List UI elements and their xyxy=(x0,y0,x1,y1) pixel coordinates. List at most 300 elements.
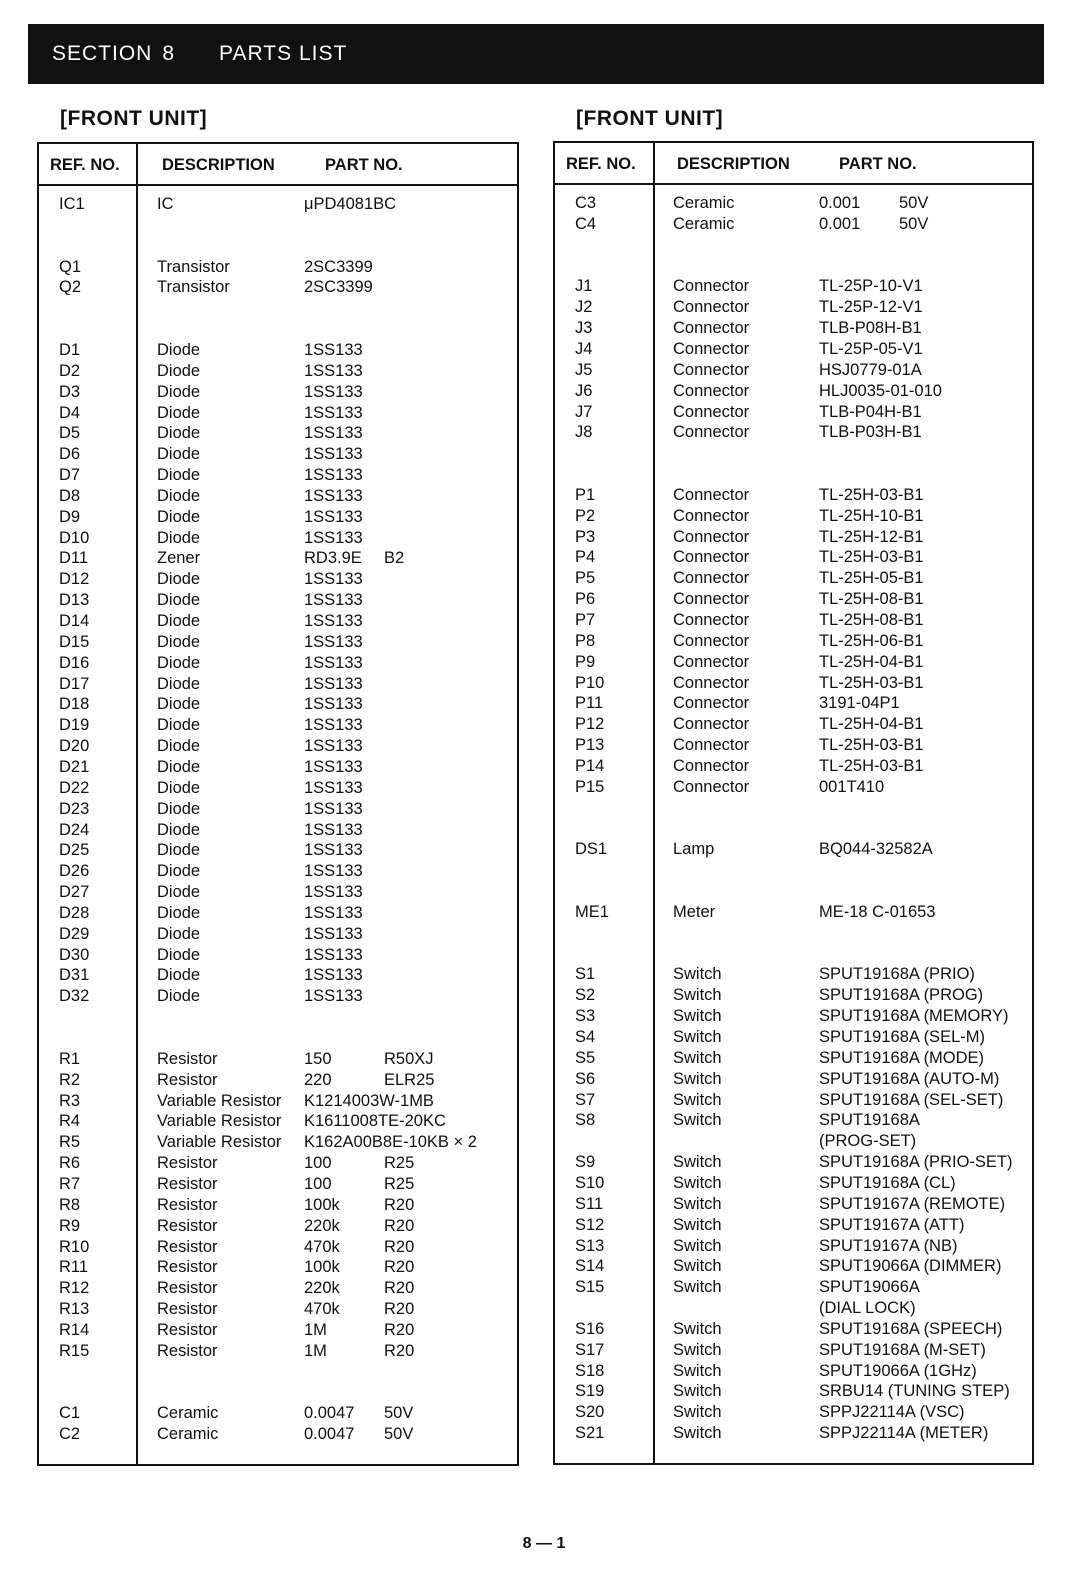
part-no-cell: TL-25H-12-B1 xyxy=(819,527,924,546)
table-row xyxy=(555,339,1032,360)
table-row xyxy=(39,882,517,903)
description-cell: Switch xyxy=(673,1048,722,1067)
description-cell: Zener xyxy=(157,549,201,568)
section-header-bar xyxy=(28,24,1044,84)
description-cell: Switch xyxy=(673,1153,722,1172)
ref-no-cell: R2 xyxy=(59,1070,81,1089)
part-no-cell: HSJ0779-01A xyxy=(819,360,922,379)
ref-no-cell: D30 xyxy=(59,945,90,964)
description-cell: Connector xyxy=(673,423,750,442)
table-row xyxy=(555,777,1032,798)
part-no-cell: 1SS133 xyxy=(304,862,363,881)
ref-no-cell: S13 xyxy=(575,1236,605,1255)
part-no-cell: 1SS133 xyxy=(304,841,363,860)
table-row xyxy=(39,778,517,799)
left-parts-table xyxy=(37,142,519,1466)
description-cell: Connector xyxy=(673,673,750,692)
table-row xyxy=(555,652,1032,673)
part-no-cell: TL-25H-06-B1 xyxy=(819,631,924,650)
ref-no-cell: S8 xyxy=(575,1111,596,1130)
table-row xyxy=(555,735,1032,756)
description-cell: Diode xyxy=(157,653,201,672)
table-row xyxy=(555,1256,1032,1277)
ref-no-cell: R4 xyxy=(59,1112,81,1131)
ref-no-cell: D27 xyxy=(59,883,90,902)
table-row xyxy=(39,1278,517,1299)
part-no-cell: SPUT19167A (REMOTE) xyxy=(819,1194,1006,1213)
table-row xyxy=(39,674,517,695)
description-cell: Connector xyxy=(673,381,750,400)
part-no-cell: 1M xyxy=(304,1320,327,1339)
table-row xyxy=(555,673,1032,694)
ref-no-cell: R13 xyxy=(59,1300,90,1319)
description-cell: Switch xyxy=(673,1069,722,1088)
part-no-cell: 1SS133 xyxy=(304,737,363,756)
table-row xyxy=(39,1257,517,1278)
description-cell: Diode xyxy=(157,966,201,985)
spec-cell: R25 xyxy=(384,1174,415,1193)
part-no-cell: SPUT19167A (ATT) xyxy=(819,1215,965,1234)
table-row xyxy=(555,902,1032,923)
description-cell: Resistor xyxy=(157,1195,218,1214)
part-no-cell: SPUT19168A (MEMORY) xyxy=(819,1007,1009,1026)
part-no-cell: TL-25H-03-B1 xyxy=(819,673,924,692)
part-no-cell: 1SS133 xyxy=(304,674,363,693)
header-ref-no: REF. NO. xyxy=(566,155,636,173)
description-cell: Switch xyxy=(673,1403,722,1422)
part-no-cell: 220k xyxy=(304,1279,340,1298)
description-cell: Connector xyxy=(673,339,750,358)
ref-no-cell: D8 xyxy=(59,486,81,505)
table-row xyxy=(555,756,1032,777)
ref-no-cell: P13 xyxy=(575,736,605,755)
ref-no-cell: D21 xyxy=(59,757,90,776)
spec-cell: B2 xyxy=(384,549,405,568)
section-label: SECTION xyxy=(52,42,153,65)
ref-no-cell: R9 xyxy=(59,1216,81,1235)
description-cell: Diode xyxy=(157,466,201,485)
part-no-cell: 1M xyxy=(304,1341,327,1360)
description-cell: Diode xyxy=(157,591,201,610)
table-row xyxy=(39,194,517,215)
ref-no-cell: D12 xyxy=(59,570,90,589)
spec-cell: R25 xyxy=(384,1154,415,1173)
ref-no-cell: D13 xyxy=(59,591,90,610)
ref-no-cell: D9 xyxy=(59,507,81,526)
description-cell: Diode xyxy=(157,924,201,943)
part-no-cell: 1SS133 xyxy=(304,570,363,589)
description-cell: Switch xyxy=(673,965,722,984)
table-row xyxy=(555,985,1032,1006)
table-row xyxy=(39,423,517,444)
part-no-cell: 3191-04P1 xyxy=(819,694,900,713)
table-row xyxy=(555,318,1032,339)
description-cell: Diode xyxy=(157,820,201,839)
ref-no-cell: C2 xyxy=(59,1425,81,1444)
part-no-cell: 1SS133 xyxy=(304,945,363,964)
spec-cell: R20 xyxy=(384,1300,415,1319)
table-row xyxy=(555,1194,1032,1215)
description-cell: Resistor xyxy=(157,1216,218,1235)
ref-no-cell: J1 xyxy=(575,277,593,296)
description-cell: Ceramic xyxy=(673,194,735,212)
description-cell: Connector xyxy=(673,736,750,755)
header-description: DESCRIPTION xyxy=(677,155,790,173)
ref-no-cell: S1 xyxy=(575,965,596,984)
description-cell: Connector xyxy=(673,527,750,546)
table-row xyxy=(555,1361,1032,1382)
table-row xyxy=(39,507,517,528)
table-row xyxy=(555,276,1032,297)
part-no-cell: TL-25H-08-B1 xyxy=(819,611,924,629)
table-row xyxy=(39,1070,517,1091)
ref-no-cell: IC1 xyxy=(59,195,85,213)
description-cell: Switch xyxy=(673,1257,722,1276)
description-cell: Diode xyxy=(157,695,201,714)
table-row xyxy=(39,1341,517,1362)
description-cell: Variable Resistor xyxy=(157,1112,282,1131)
description-cell: Resistor xyxy=(157,1320,218,1339)
section-number: 8 xyxy=(162,42,176,65)
description-cell: Ceramic xyxy=(157,1425,219,1444)
table-row xyxy=(39,820,517,841)
right-parts-table xyxy=(553,141,1034,1465)
table-row xyxy=(555,1402,1032,1423)
description-cell: Diode xyxy=(157,507,201,526)
description-cell: Connector xyxy=(673,298,750,317)
description-cell: Connector xyxy=(673,485,750,504)
part-no-cell: 1SS133 xyxy=(304,340,363,359)
description-cell: Resistor xyxy=(157,1174,218,1193)
part-no-cell: 0.0047 xyxy=(304,1425,355,1444)
ref-no-cell: D23 xyxy=(59,799,90,818)
description-cell: Switch xyxy=(673,1215,722,1234)
description-cell: Diode xyxy=(157,757,201,776)
part-no-cell: 470k xyxy=(304,1300,340,1319)
ref-no-cell: R5 xyxy=(59,1133,81,1152)
part-no-cell: TL-25H-03-B1 xyxy=(819,736,924,755)
table-row xyxy=(39,1216,517,1237)
table-row xyxy=(555,631,1032,652)
ref-no-cell: P14 xyxy=(575,756,605,775)
table-row xyxy=(39,1403,517,1424)
part-no-cell: 1SS133 xyxy=(304,883,363,902)
part-no-cell: K1214003W-1MB xyxy=(304,1091,434,1110)
part-no-cell: 1SS133 xyxy=(304,403,363,422)
part-no-cell: SPPJ22114A (VSC) xyxy=(819,1403,965,1422)
ref-no-cell: D7 xyxy=(59,466,81,485)
description-cell: Resistor xyxy=(157,1300,218,1319)
ref-no-cell: P1 xyxy=(575,485,596,504)
ref-no-cell: P15 xyxy=(575,777,605,796)
part-no-cell: ME-18 C-01653 xyxy=(819,902,936,921)
part-no-cell: 1SS133 xyxy=(304,612,363,630)
part-no-cell: μPD4081BC xyxy=(304,195,397,213)
table-row xyxy=(555,297,1032,318)
table-row xyxy=(39,548,517,569)
ref-no-cell: D18 xyxy=(59,695,90,714)
spec-cell: R20 xyxy=(384,1279,415,1298)
right-table-header xyxy=(555,143,1032,185)
description-cell: Switch xyxy=(673,1361,722,1380)
part-no-cell: 1SS133 xyxy=(304,757,363,776)
description-cell: Diode xyxy=(157,737,201,756)
table-row xyxy=(39,611,517,632)
table-row xyxy=(39,465,517,486)
ref-no-cell: J7 xyxy=(575,402,593,421)
description-cell: Diode xyxy=(157,883,201,902)
description-cell: Diode xyxy=(157,445,201,464)
table-row xyxy=(39,840,517,861)
part-no-cell: 1SS133 xyxy=(304,528,363,547)
table-row xyxy=(555,485,1032,506)
description-cell: Diode xyxy=(157,570,201,589)
ref-no-cell: R12 xyxy=(59,1279,90,1298)
description-cell: Switch xyxy=(673,1090,722,1109)
part-no-cell: 470k xyxy=(304,1237,340,1256)
part-no-cell: 1SS133 xyxy=(304,799,363,818)
part-no-cell: 1SS133 xyxy=(304,653,363,672)
description-cell: Switch xyxy=(673,1028,722,1046)
table-row xyxy=(39,361,517,382)
part-no-cell: 1SS133 xyxy=(304,507,363,526)
part-no-cell: 1SS133 xyxy=(304,924,363,943)
table-row xyxy=(39,799,517,820)
description-cell: Transistor xyxy=(157,278,230,297)
ref-no-cell: S7 xyxy=(575,1090,596,1109)
part-no-cell: SPUT19168A (CL) xyxy=(819,1173,956,1192)
ref-no-cell: S10 xyxy=(575,1173,605,1192)
description-cell: Connector xyxy=(673,569,750,588)
table-row xyxy=(39,590,517,611)
description-cell: Diode xyxy=(157,528,201,547)
ref-no-cell: S11 xyxy=(575,1194,604,1213)
description-cell: Resistor xyxy=(157,1237,218,1256)
ref-no-cell: J8 xyxy=(575,423,593,442)
table-row xyxy=(555,1215,1032,1236)
table-row xyxy=(39,903,517,924)
description-cell: Diode xyxy=(157,987,201,1006)
description-cell: Switch xyxy=(673,1340,722,1359)
description-cell: Switch xyxy=(673,1424,722,1443)
table-row xyxy=(39,757,517,778)
part-no-cell: SPUT19168A (SPEECH) xyxy=(819,1319,1003,1338)
part-no-cell: 100k xyxy=(304,1195,340,1214)
part-no-cell: 1SS133 xyxy=(304,466,363,485)
table-row xyxy=(39,257,517,278)
ref-no-cell: S17 xyxy=(575,1340,605,1359)
part-no-cell: RD3.9E xyxy=(304,549,362,568)
spec-cell: R20 xyxy=(384,1341,415,1360)
description-cell: Diode xyxy=(157,862,201,881)
table-row xyxy=(555,568,1032,589)
ref-no-cell: S21 xyxy=(575,1424,605,1443)
table-row xyxy=(39,694,517,715)
ref-no-cell: S9 xyxy=(575,1153,596,1172)
part-no-cell: K1611008TE-20KC xyxy=(304,1112,446,1131)
part-no-cell: TL-25H-04-B1 xyxy=(819,715,924,734)
table-row xyxy=(39,632,517,653)
ref-no-cell: R15 xyxy=(59,1341,90,1360)
part-no-cell: 100k xyxy=(304,1258,340,1277)
spec-cell: 50V xyxy=(384,1404,414,1423)
part-no-cell: 1SS133 xyxy=(304,987,363,1006)
table-row xyxy=(555,714,1032,735)
part-no-cell: 1SS133 xyxy=(304,486,363,505)
table-row xyxy=(555,693,1032,714)
part-no-cell: SPUT19168A xyxy=(819,1111,920,1130)
description-cell: Connector xyxy=(673,611,750,629)
ref-no-cell: P8 xyxy=(575,631,596,650)
spec-cell: R20 xyxy=(384,1216,415,1235)
table-row xyxy=(39,1237,517,1258)
description-cell: Switch xyxy=(673,1194,722,1213)
ref-no-cell: D6 xyxy=(59,445,81,464)
description-cell: Connector xyxy=(673,277,750,296)
part-no-cell: TL-25H-04-B1 xyxy=(819,652,924,671)
description-cell: Connector xyxy=(673,652,750,671)
table-row xyxy=(555,1236,1032,1257)
part-no-cell: 1SS133 xyxy=(304,632,363,651)
ref-no-cell: R14 xyxy=(59,1320,90,1339)
spec-cell: ELR25 xyxy=(384,1070,435,1089)
table-row xyxy=(39,1091,517,1112)
part-no-cell: TL-25H-05-B1 xyxy=(819,569,924,588)
table-row xyxy=(39,1111,517,1132)
ref-no-cell: D20 xyxy=(59,737,90,756)
description-cell: Ceramic xyxy=(673,214,735,233)
right-unit-heading: [FRONT UNIT] xyxy=(576,107,724,130)
part-no-cell: SPUT19066A (DIMMER) xyxy=(819,1257,1002,1276)
table-row xyxy=(555,1319,1032,1340)
table-row xyxy=(39,569,517,590)
ref-no-cell: D10 xyxy=(59,528,90,547)
ref-no-cell: ME1 xyxy=(575,902,609,921)
part-no-cell: SPUT19168A (AUTO-M) xyxy=(819,1069,1000,1088)
description-cell: Diode xyxy=(157,486,201,505)
part-no-cell: TL-25P-10-V1 xyxy=(819,277,923,296)
part-no-cell: TL-25H-08-B1 xyxy=(819,590,924,609)
table-row xyxy=(555,1069,1032,1090)
part-no-cell: TLB-P03H-B1 xyxy=(819,423,922,442)
description-cell: Connector xyxy=(673,402,750,421)
ref-no-cell: R7 xyxy=(59,1174,81,1193)
part-no-cell: SPUT19168A (MODE) xyxy=(819,1048,985,1067)
table-row xyxy=(555,1110,1032,1131)
table-row xyxy=(555,214,1032,235)
part-no-cell: TLB-P04H-B1 xyxy=(819,402,922,421)
table-row xyxy=(555,193,1032,214)
ref-no-cell: S16 xyxy=(575,1319,605,1338)
part-no-cell: TL-25P-12-V1 xyxy=(819,298,923,317)
table-row xyxy=(39,1299,517,1320)
left-unit-heading: [FRONT UNIT] xyxy=(60,107,208,130)
description-cell: Switch xyxy=(673,1319,722,1338)
ref-no-cell: C3 xyxy=(575,194,597,212)
ref-no-cell: C4 xyxy=(575,214,597,233)
table-row xyxy=(555,839,1032,860)
part-no-cell: 150 xyxy=(304,1049,332,1068)
description-cell: Diode xyxy=(157,841,201,860)
part-no-cell: SRBU14 (TUNING STEP) xyxy=(819,1382,1010,1401)
table-row xyxy=(555,1173,1032,1194)
part-no-cell: SPPJ22114A (METER) xyxy=(819,1424,989,1443)
ref-no-cell: R6 xyxy=(59,1154,81,1173)
spec-cell: R20 xyxy=(384,1195,415,1214)
ref-no-cell: J2 xyxy=(575,298,593,317)
description-cell: Diode xyxy=(157,340,201,359)
table-row xyxy=(555,547,1032,568)
page-number: 8 — 1 xyxy=(522,1535,566,1552)
ref-no-cell: J5 xyxy=(575,360,593,379)
description-cell: Diode xyxy=(157,382,201,401)
ref-no-cell: D29 xyxy=(59,924,90,943)
table-row xyxy=(555,1152,1032,1173)
spec-cell: R50XJ xyxy=(384,1049,434,1068)
part-no-cell: SPUT19066A (1GHz) xyxy=(819,1361,977,1380)
header-ref-no: REF. NO. xyxy=(50,156,120,174)
description-cell: Connector xyxy=(673,631,750,650)
ref-no-cell: D26 xyxy=(59,862,90,881)
part-no-cell: SPUT19168A (PROG) xyxy=(819,986,984,1005)
ref-no-cell: D1 xyxy=(59,340,81,359)
ref-no-cell: P12 xyxy=(575,715,605,734)
description-cell: Switch xyxy=(673,1382,722,1401)
ref-no-cell: S18 xyxy=(575,1361,605,1380)
ref-no-cell: R8 xyxy=(59,1195,81,1214)
part-no-cell: TL-25P-05-V1 xyxy=(819,339,923,358)
part-no-cell: 1SS133 xyxy=(304,591,363,610)
table-row xyxy=(39,715,517,736)
description-cell: Lamp xyxy=(673,840,715,859)
description-cell: Resistor xyxy=(157,1341,218,1360)
ref-no-cell: S4 xyxy=(575,1028,596,1046)
ref-no-cell: J4 xyxy=(575,339,593,358)
table-row xyxy=(555,527,1032,548)
description-cell: Resistor xyxy=(157,1154,218,1173)
ref-no-cell: S14 xyxy=(575,1257,605,1276)
description-cell: IC xyxy=(157,195,174,213)
table-row xyxy=(555,360,1032,381)
part-no-cell: 1SS133 xyxy=(304,778,363,797)
ref-no-cell: D25 xyxy=(59,841,90,860)
part-no-cell: TLB-P08H-B1 xyxy=(819,319,922,338)
ref-no-cell: J6 xyxy=(575,381,593,400)
description-cell: Connector xyxy=(673,756,750,775)
table-row xyxy=(39,1049,517,1070)
description-cell: Switch xyxy=(673,1007,722,1026)
description-cell: Diode xyxy=(157,674,201,693)
ref-no-cell: D17 xyxy=(59,674,90,693)
table-row xyxy=(555,1381,1032,1402)
table-row xyxy=(555,1027,1032,1048)
description-cell: Resistor xyxy=(157,1070,218,1089)
description-cell: Diode xyxy=(157,778,201,797)
description-cell: Switch xyxy=(673,1173,722,1192)
ref-no-cell: D14 xyxy=(59,612,90,630)
ref-no-cell: S20 xyxy=(575,1403,605,1422)
table-row xyxy=(39,736,517,757)
ref-no-cell: D28 xyxy=(59,903,90,922)
description-cell: Diode xyxy=(157,612,201,630)
ref-no-cell: P9 xyxy=(575,652,596,671)
ref-no-cell: Q2 xyxy=(59,278,82,297)
table-row xyxy=(39,986,517,1007)
section-title: PARTS LIST xyxy=(219,42,348,65)
spec-cell: R20 xyxy=(384,1237,415,1256)
ref-no-cell: D32 xyxy=(59,987,90,1006)
part-no-cell: 001T410 xyxy=(819,777,885,796)
